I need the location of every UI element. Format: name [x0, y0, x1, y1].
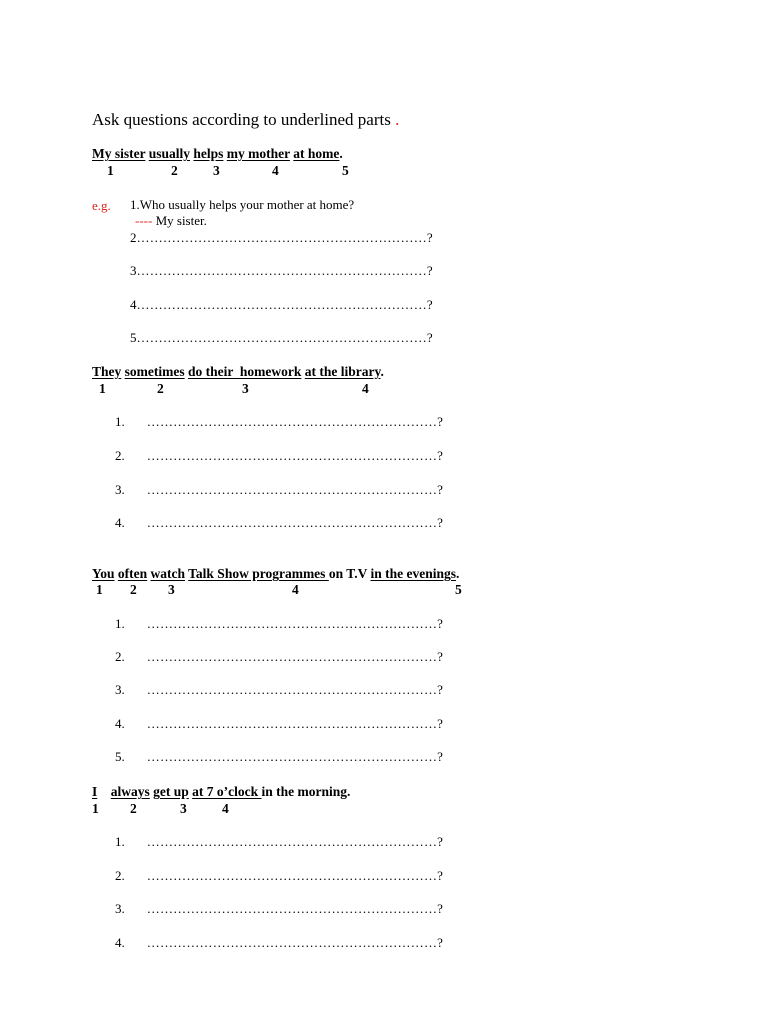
dotted-line: …………………………………………………………? — [146, 515, 444, 530]
part-number: 5 — [455, 582, 462, 597]
part-number: 4 — [292, 582, 299, 597]
sentence-text: . — [380, 364, 384, 379]
part-number: 3 — [180, 801, 187, 816]
answer-line[interactable] — [130, 231, 433, 244]
sentence-text: in the morning. — [261, 784, 351, 799]
underlined-part: usually — [148, 146, 191, 161]
dotted-line: …………………………………………………………? — [146, 682, 444, 697]
sentence-text: . — [455, 566, 460, 581]
underlined-part: at home — [293, 146, 340, 161]
part-number: 3 — [242, 381, 249, 396]
part-number: 1 — [99, 381, 106, 396]
dotted-line: …………………………………………………………? — [136, 263, 433, 278]
dotted-line: …………………………………………………………? — [136, 330, 433, 345]
dotted-line: …………………………………………………………? — [146, 649, 444, 664]
example-question: 1.Who usually helps your mother at home? — [130, 197, 355, 212]
line-number: 5 — [130, 330, 137, 345]
underlined-part: sometimes — [124, 364, 185, 379]
underlined-part: You — [92, 566, 115, 581]
part-number: 2 — [130, 582, 137, 597]
part-number: 1 — [107, 163, 114, 178]
answer-line[interactable] — [115, 750, 443, 763]
underlined-part: get up — [153, 784, 189, 799]
answer-line[interactable] — [115, 449, 443, 462]
underlined-part: my mother — [226, 146, 290, 161]
line-number: 2. — [115, 868, 125, 883]
part-number: 1 — [96, 582, 103, 597]
answer-line[interactable] — [130, 331, 433, 344]
sentence-text: . — [339, 146, 343, 161]
part-number: 4 — [222, 801, 229, 816]
sentence-2 — [92, 365, 384, 379]
part-number: 4 — [272, 163, 279, 178]
answer-line[interactable] — [115, 650, 443, 663]
line-number: 2 — [130, 230, 137, 245]
title-text: Ask questions according to underlined parts — [92, 110, 391, 129]
answer-line[interactable] — [130, 298, 433, 311]
dotted-line: …………………………………………………………? — [146, 749, 444, 764]
underlined-part: do their homework — [188, 364, 302, 379]
line-number: 3. — [115, 482, 125, 497]
line-number: 5. — [115, 749, 125, 764]
dotted-line: …………………………………………………………? — [146, 482, 444, 497]
part-number: 2 — [157, 381, 164, 396]
sentence-1 — [92, 147, 343, 161]
dotted-line: …………………………………………………………? — [146, 834, 444, 849]
answer-line[interactable] — [115, 415, 443, 428]
dotted-line: …………………………………………………………? — [146, 901, 444, 916]
answer-line[interactable] — [115, 936, 443, 949]
part-number: 2 — [171, 163, 178, 178]
example-dash: ---- — [135, 213, 153, 228]
line-number: 1. — [115, 414, 125, 429]
dotted-line: …………………………………………………………? — [146, 448, 444, 463]
line-number: 4. — [115, 716, 125, 731]
answer-line[interactable] — [115, 617, 443, 630]
dotted-line: …………………………………………………………? — [146, 868, 444, 883]
dotted-line: …………………………………………………………? — [136, 297, 433, 312]
example-answer-text: My sister. — [152, 213, 207, 228]
line-number: 3. — [115, 682, 125, 697]
title-period: . — [395, 110, 400, 129]
underlined-part: at 7 o’clock — [192, 784, 262, 799]
example-label: e.g. — [92, 198, 111, 213]
answer-line[interactable] — [115, 869, 443, 882]
answer-line[interactable] — [115, 516, 443, 529]
underlined-part: always — [110, 784, 150, 799]
part-number: 5 — [342, 163, 349, 178]
underlined-part: watch — [150, 566, 186, 581]
part-number: 2 — [130, 801, 137, 816]
answer-line[interactable] — [115, 483, 443, 496]
line-number: 3 — [130, 263, 137, 278]
part-number: 4 — [362, 381, 369, 396]
dotted-line: …………………………………………………………? — [146, 616, 444, 631]
answer-line[interactable] — [115, 835, 443, 848]
part-number: 3 — [213, 163, 220, 178]
example-answer — [135, 214, 207, 227]
underlined-part: I — [92, 784, 98, 799]
dotted-line: …………………………………………………………? — [146, 414, 444, 429]
answer-line[interactable] — [115, 683, 443, 696]
underlined-part: often — [117, 566, 148, 581]
underlined-part: Talk Show programmes — [188, 566, 329, 581]
line-number: 4 — [130, 297, 137, 312]
sentence-4 — [92, 785, 350, 799]
answer-line[interactable] — [115, 717, 443, 730]
line-number: 3. — [115, 901, 125, 916]
sentence-text — [97, 784, 111, 799]
underlined-part: in the evenings — [370, 566, 456, 581]
dotted-line: …………………………………………………………? — [146, 716, 444, 731]
line-number: 4. — [115, 935, 125, 950]
underlined-part: They — [92, 364, 122, 379]
line-number: 1. — [115, 834, 125, 849]
underlined-part: My sister — [92, 146, 146, 161]
sentence-text: on T.V — [328, 566, 371, 581]
line-number: 2. — [115, 649, 125, 664]
answer-line[interactable] — [115, 902, 443, 915]
sentence-3 — [92, 567, 459, 581]
part-number: 1 — [92, 801, 99, 816]
underlined-part: at the library — [304, 364, 381, 379]
part-number: 3 — [168, 582, 175, 597]
answer-line[interactable] — [130, 264, 433, 277]
underlined-part: helps — [193, 146, 224, 161]
line-number: 2. — [115, 448, 125, 463]
dotted-line: …………………………………………………………? — [146, 935, 444, 950]
line-number: 4. — [115, 515, 125, 530]
worksheet-title — [92, 111, 399, 128]
line-number: 1. — [115, 616, 125, 631]
dotted-line: …………………………………………………………? — [136, 230, 433, 245]
